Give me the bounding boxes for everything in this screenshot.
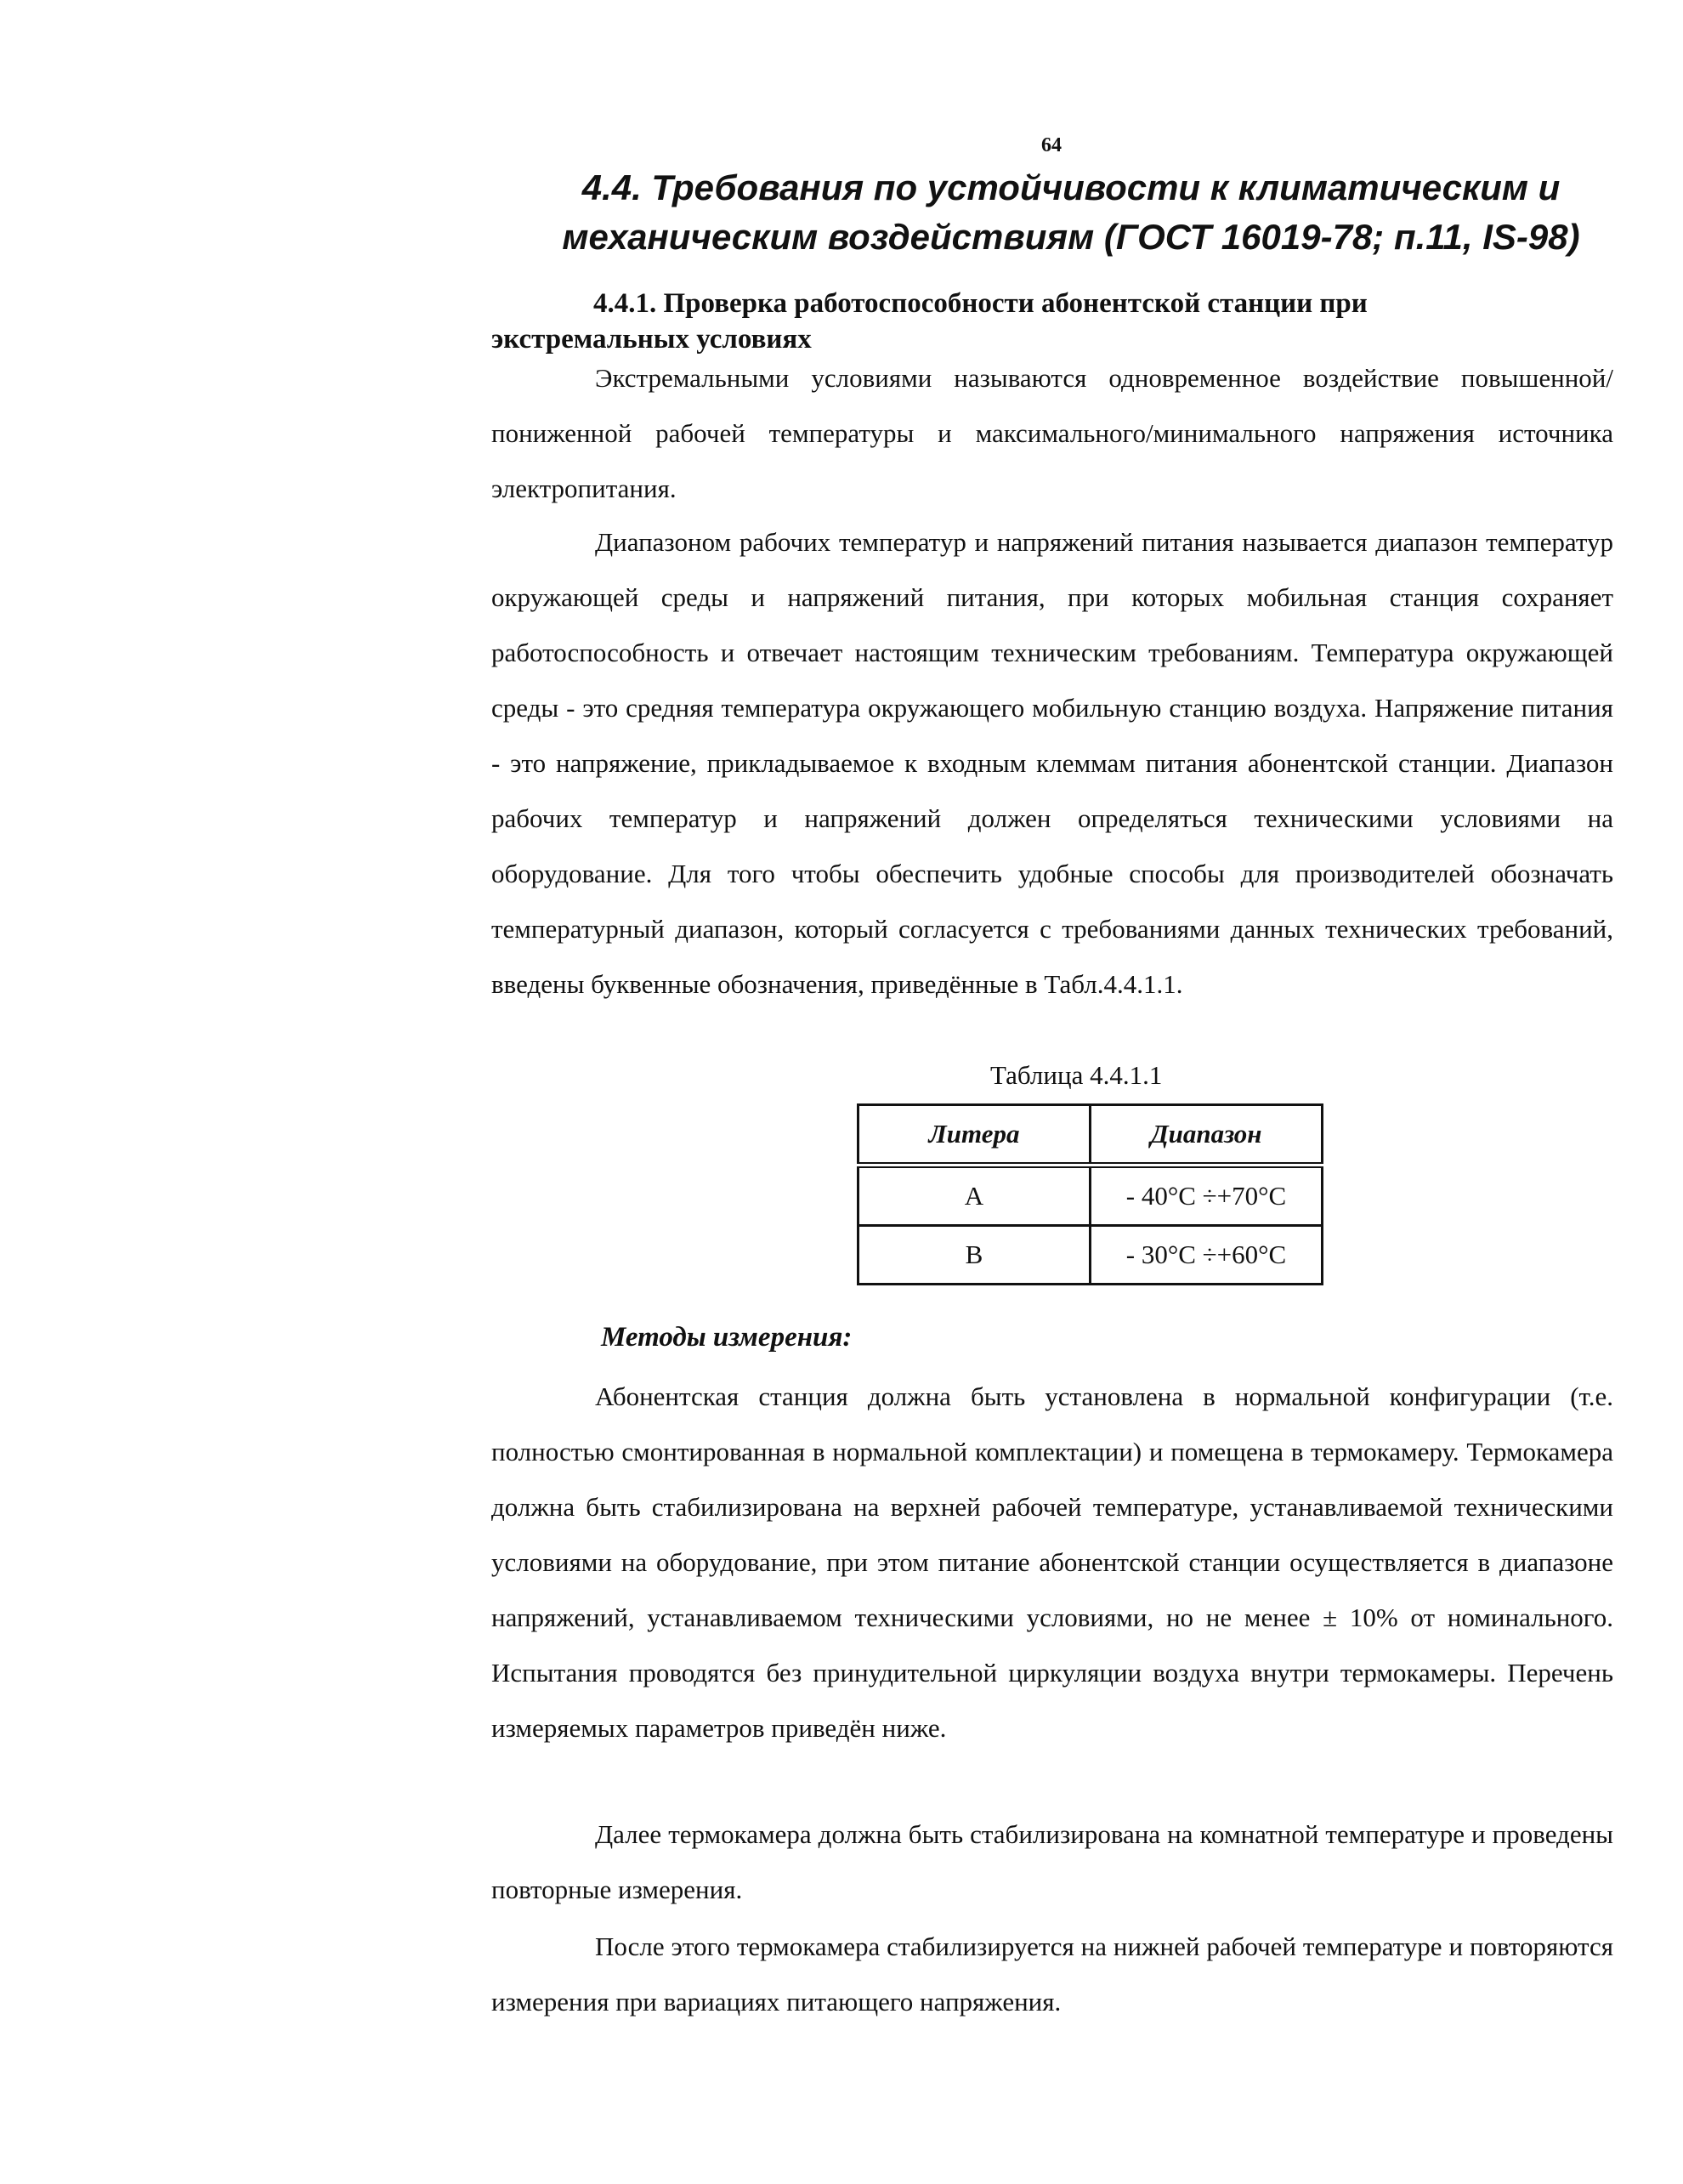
table-cell-litera: B bbox=[858, 1226, 1091, 1285]
table-header-litera: Литера bbox=[858, 1105, 1091, 1166]
section-heading-line-1: 4.4. Требования по устойчивости к климатическим и bbox=[581, 167, 1561, 207]
paragraph-definition-extreme: Экстремальными условиями называются одновременное воздействие повышенной/пониженной рабочей температуры и максимального/минимального напряжения источника электропитания. bbox=[491, 363, 1613, 503]
paragraph-methods-setup: Абонентская станция должна быть установлена в нормальной конфигурации (т.е. полностью смонтированная в нормальной комплектации) и помещена в термокамеру. Термокамера должна быть стабилизирована на верхней рабочей температуре, устанавливаемой техническими условиями на оборудование, при этом питание абонентской станции осуществляется в диапазоне напряжений, устанавливаемом техническими условиями, но не менее ± 10% от номинального. Испытания проводятся без принудительной циркуляции воздуха внутри термокамеры. Перечень измеряемых параметров приведён ниже. bbox=[491, 1381, 1613, 1743]
table-cell-range: - 30°С ÷+60°С bbox=[1091, 1226, 1323, 1285]
table-cell-range: - 40°С ÷+70°С bbox=[1091, 1166, 1323, 1226]
section-heading-line-2: механическим воздействиям (ГОСТ 16019-78; п.11, IS-98) bbox=[562, 217, 1580, 257]
table-cell-litera: A bbox=[858, 1166, 1091, 1226]
table-caption: Таблица 4.4.1.1 bbox=[990, 1060, 1163, 1090]
page-number: 64 bbox=[1041, 134, 1062, 156]
subsection-heading-line-2: экстремальных условиях bbox=[491, 324, 812, 355]
paragraph-methods-room-temp: Далее термокамера должна быть стабилизирована на комнатной температуре и проведены повторные измерения. bbox=[491, 1819, 1613, 1904]
methods-title: Методы измерения: bbox=[601, 1322, 853, 1353]
paragraph-operating-range: Диапазоном рабочих температур и напряжений питания называется диапазон температур окружающей среды и напряжений питания, при которых мобильная станция сохраняет работоспособность и отвечает настоящим техническим требованиям. Температура окружающей среды - это средняя температура окружающего мобильную станцию воздуха. Напряжение питания - это напряжение, прикладываемое к входным клеммам питания абонентской станции. Диапазон рабочих температур и напряжений должен определяться техническими условиями на оборудование. Для того чтобы обеспечить удобные способы для производителей обозначать температурный диапазон, который согласуется с требованиями данных технических требований, введены буквенные обозначения, приведённые в Табл.4.4.1.1. bbox=[491, 527, 1613, 999]
table-row bbox=[858, 1226, 1323, 1285]
table-header-row bbox=[858, 1105, 1323, 1166]
table-row bbox=[858, 1166, 1323, 1226]
section-heading bbox=[552, 163, 1590, 262]
table-header-range: Диапазон bbox=[1091, 1105, 1323, 1166]
litera-range-table bbox=[857, 1103, 1323, 1285]
subsection-heading-line-1: 4.4.1. Проверка работоспособности абонентской станции при bbox=[593, 288, 1368, 319]
subsection-heading bbox=[491, 286, 1613, 357]
paragraph-methods-low-temp: После этого термокамера стабилизируется на нижней рабочей температуре и повторяются измерения при вариациях питающего напряжения. bbox=[491, 1932, 1613, 2017]
